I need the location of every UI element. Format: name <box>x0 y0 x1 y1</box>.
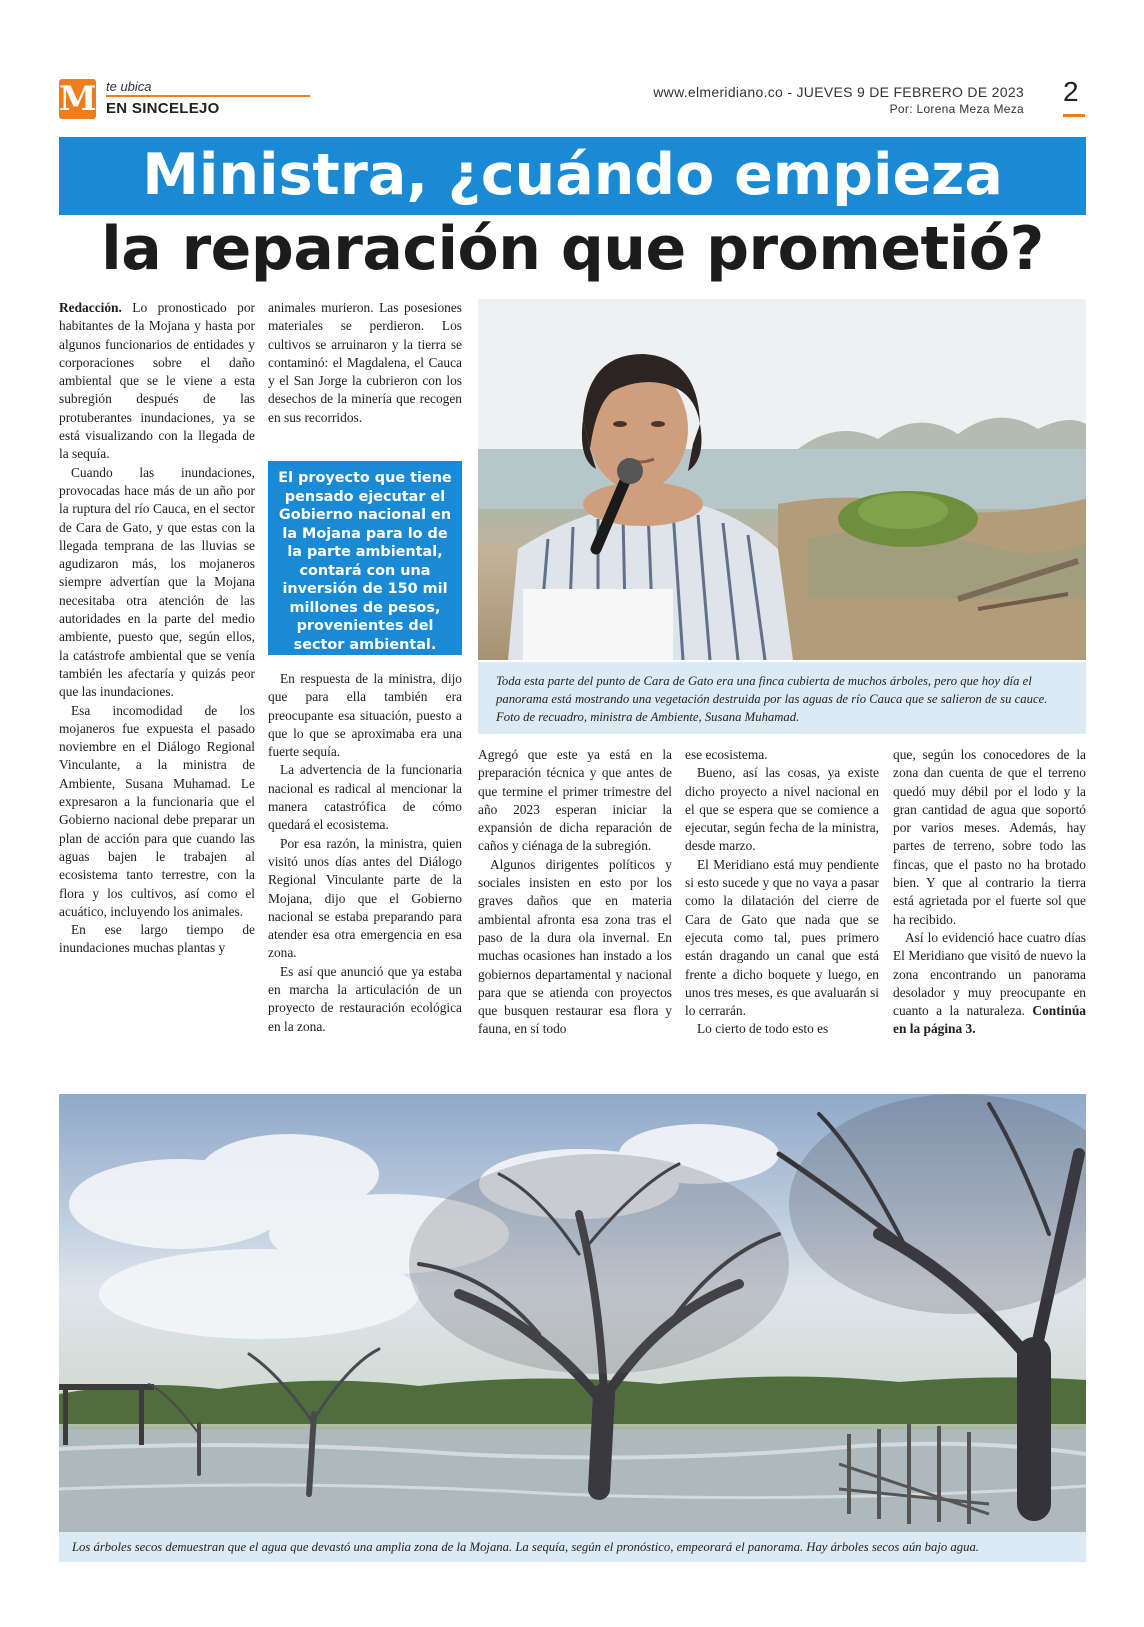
continues-link[interactable]: Continúa en la página 3. <box>893 1003 1086 1037</box>
article-paragraph: que, según los conocedores de la zona dan cuenta de que el terreno quedó muy débil por el lodo y la gran cantidad de agua que soportó por varios meses. Además, hay partes de terreno, sobre todo las fincas, que el pasto no ha brotado bien. Y que al contrario la tierra está agrietada por el fuerte sol que ha recibido. <box>893 747 1086 927</box>
page-number-rule <box>1063 114 1085 117</box>
bottom-photo-flooded-trees <box>59 1094 1086 1532</box>
byline: Por: Lorena Meza Meza <box>889 102 1024 116</box>
article-paragraph: Bueno, así las cosas, ya existe dicho proyecto a nivel nacional en el que se espera que se comience a ejecutar, según fecha de la ministra, desde marzo. <box>685 765 879 854</box>
section-name: EN SINCELEJO <box>106 100 220 117</box>
article-column-2-bottom <box>268 670 462 1036</box>
top-photo-caption: Toda esta parte del punto de Cara de Gato era una finca cubierta de muchos árboles, pero que hoy día el panorama está mostrando una vegetación destruida por las aguas de río Cauca que se salieron de su cauce. Foto de recuadro, ministra de Ambiente, Susana Muhamad. <box>478 662 1086 734</box>
article-paragraph: En ese largo tiempo de inundaciones muchas plantas y <box>59 922 255 956</box>
section-tagline: te ubica <box>106 79 152 94</box>
article-paragraph: Por esa razón, la ministra, quien visitó unos días antes del Diálogo Regional Vinculante parte de la Mojana, dijo que el Gobierno nacional se estaba preparando para atender esa otra emergencia en esa zona. <box>268 835 462 961</box>
article-column-1 <box>59 299 255 958</box>
article-paragraph: Algunos dirigentes políticos y sociales insisten en esto por los graves daños que en materia ambiental afronta esa zona tras el paso de la dura ola invernal. En muchas ocasiones han instado a los gobiernos departamental y nacional para que se atienda con proyectos que busquen restaurar esa flora y fauna, en sí todo <box>478 856 672 1037</box>
dateline: www.elmeridiano.co - JUEVES 9 DE FEBRERO DE 2023 <box>653 84 1024 100</box>
article-column-3 <box>478 746 672 1039</box>
article-paragraph: Lo cierto de todo esto es <box>697 1021 829 1037</box>
headline-line-2: la reparación que prometió? <box>101 214 1044 284</box>
pull-quote: El proyecto que tiene pensado ejecutar el Gobierno nacional en la Mojana para lo de la parte ambiental, contará con una inversión de 150 mil millones de pesos, provenientes del sector ambiental. <box>268 461 462 655</box>
article-paragraph: El Meridiano está muy pendiente si esto sucede y que no vaya a pasar como la dilatación del cierre de Cara de Gato que nada que se ejecuta como tal, pues primero están dragando un canal que está frente a dicho boquete y luego, en unos tres meses, es que avaluarán si lo cerrarán. <box>685 856 879 1019</box>
closing-text: Así lo evidenció hace cuatro días El Meridiano que visitó de nuevo la zona encontrando un panorama desolador y muy preocupante en cuanto a la naturaleza. <box>893 929 1086 1019</box>
article-column-5 <box>893 746 1086 1039</box>
article-paragraph <box>59 299 255 464</box>
article-paragraph: Cuando las inundaciones, provocadas hace más de un año por la ruptura del río Cauca, en el sector de Cara de Gato, y que estas con la llegada temprana de las lluvias se agudizaron más, los mojaneros siempre advertían que la Mojana necesitaba otra atención de las autoridades en la parte del medio ambiente, puesto que, según ellos, la catástrofe ambiental que se venía también les afectaría y quizás peor que las inundaciones. <box>59 464 255 700</box>
article-paragraph: Agregó que este ya está en la preparación técnica y que antes de que termine el primer trimestre del año 2023 esperan iniciar la expansión de dicha reparación de caños y ciénaga de la subregión. <box>478 747 672 854</box>
article-column-4 <box>685 746 879 1039</box>
article-paragraph: Es así que anunció que ya estaba en marcha la articulación de un proyecto de restauración ecológica en la zona. <box>268 963 462 1034</box>
lead-text: Lo pronosticado por habitantes de la Mojana y hasta por algunos funcionarios de entidades y corporaciones sobre el daño ambiental que se le viene a esta subregión después de las protuberantes inundaciones, ya se está visualizando con la llegada de la sequía. <box>59 300 255 462</box>
bottom-photo-illustration <box>59 1094 1086 1532</box>
top-photo-illustration <box>478 299 1086 660</box>
bottom-photo-caption: Los árboles secos demuestran que el agua que devastó una amplia zona de la Mojana. La sequía, según el pronóstico, empeorará el panorama. Hay árboles secos aún bajo agua. <box>59 1532 1086 1562</box>
article-column-2-top <box>268 299 462 427</box>
lead-label: Redacción. <box>59 300 122 315</box>
article-paragraph: animales murieron. Las posesiones materiales se perdieron. Los cultivos se arruinaron y la tierra se contaminó: el Magdalena, el Cauca y el San Jorge la cubrieron con los desechos de la minería que recogen en sus recorridos. <box>268 300 462 425</box>
article-paragraph: ese ecosistema. <box>685 747 768 762</box>
article-paragraph: Esa incomodidad de los mojaneros fue expuesta el pasado noviembre en el Diálogo Regional Vinculante, a la ministra de Ambiente, Susana Muhamad. Le expresaron a la funcionaria que el Gobierno nacional debe preparar un plan de acción para que cuando las aguas bajen le trabajen al ecosistema tanto terrestre, con la flora y los cultivos, así como el acuático, incluyendo los animales. <box>59 702 255 919</box>
article-paragraph: En respuesta de la ministra, dijo que para ella también era preocupante esa situación, puesto a que lo que se aproximaba era una fuerte sequía. <box>268 671 462 760</box>
section-rule <box>106 95 310 97</box>
headline-line-1: Ministra, ¿cuándo empieza <box>142 142 1003 208</box>
top-photo-composite <box>478 299 1086 660</box>
page-number: 2 <box>1063 76 1079 107</box>
newspaper-logo: M <box>59 79 97 119</box>
article-paragraph: La advertencia de la funcionaria nacional es radical al mencionar la manera catastrófica de cómo quedará el ecosistema. <box>268 762 462 833</box>
article-paragraph <box>893 929 1086 1039</box>
